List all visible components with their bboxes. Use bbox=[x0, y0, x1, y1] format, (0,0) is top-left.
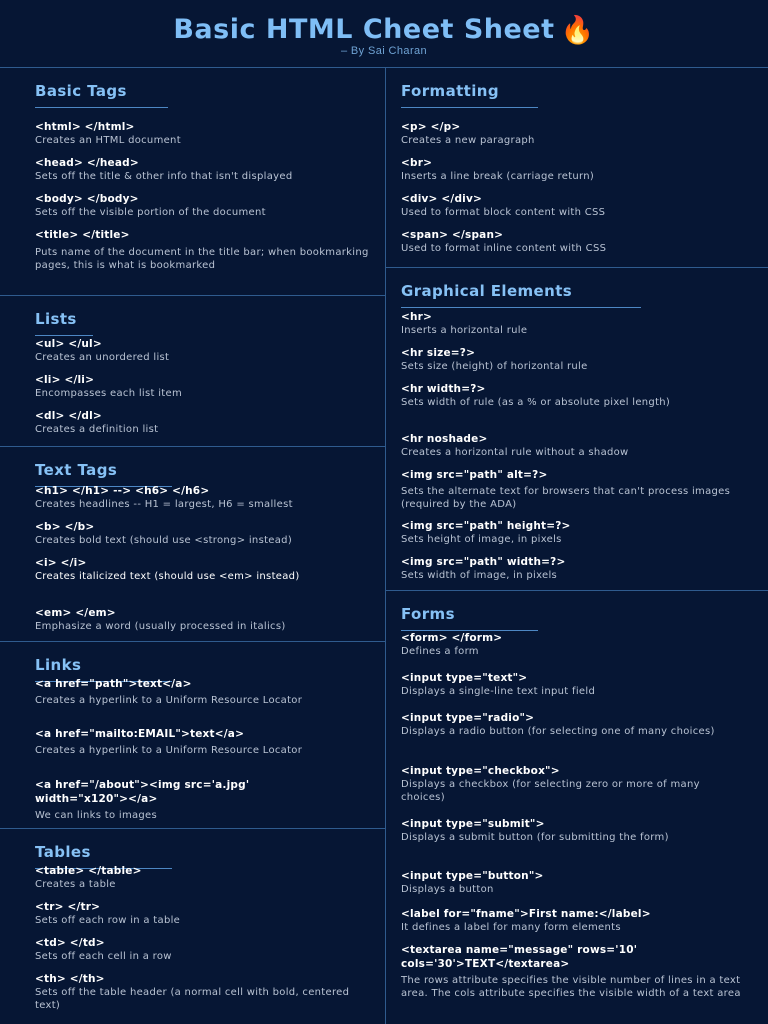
section-basic-tags bbox=[0, 68, 385, 296]
section-title: Tables bbox=[35, 843, 91, 865]
entry-desc: Sets height of image, in pixels bbox=[401, 534, 562, 545]
section-title: Links bbox=[35, 656, 81, 678]
section-title: Lists bbox=[35, 310, 77, 332]
page-subtitle: – By Sai Charan bbox=[340, 45, 428, 57]
entry-tag: <ul> </ul> bbox=[35, 338, 102, 350]
entry-desc: Sets off the title & other info that isn't displayed bbox=[35, 171, 293, 182]
entry-desc: Sets off the visible portion of the document bbox=[35, 207, 266, 218]
entry-desc: Creates a horizontal rule without a shadow bbox=[401, 447, 629, 458]
entry-desc: Sets width of image, in pixels bbox=[401, 570, 558, 581]
section-formatting bbox=[386, 68, 768, 268]
title-underline bbox=[401, 307, 641, 308]
section-title: Forms bbox=[401, 605, 455, 627]
entry-tag: <a href="mailto:EMAIL">text</a> bbox=[35, 728, 245, 740]
entry-desc: Inserts a line break (carriage return) bbox=[401, 171, 595, 182]
section-graphical-elements bbox=[386, 268, 768, 591]
entry-tag: <h1> </h1> --> <h6> </h6> bbox=[35, 485, 210, 497]
entry-tag: <textarea name="message" rows='10' cols='30'>TEXT</textarea> bbox=[401, 944, 638, 970]
entry-desc: Creates headlines -- H1 = largest, H6 = smallest bbox=[35, 499, 293, 510]
section-title: Graphical Elements bbox=[401, 282, 572, 304]
section-lists bbox=[0, 296, 385, 447]
entry-desc: Defines a form bbox=[401, 646, 479, 657]
fire-icon: 🔥 bbox=[560, 15, 595, 46]
entry bbox=[401, 555, 741, 583]
section-links bbox=[0, 642, 385, 829]
entry bbox=[35, 120, 375, 148]
entry-desc: Sets width of rule (as a % or absolute pixel length) bbox=[401, 397, 671, 408]
entry-tag: <hr size=?> bbox=[401, 347, 476, 359]
entry bbox=[401, 817, 741, 845]
entry bbox=[401, 764, 741, 804]
title-underline bbox=[35, 335, 93, 336]
entry-tag: <b> </b> bbox=[35, 521, 95, 533]
section-title: Text Tags bbox=[35, 461, 117, 483]
entry bbox=[401, 519, 741, 547]
entry bbox=[401, 711, 741, 739]
section-title: Basic Tags bbox=[35, 82, 127, 104]
section-forms bbox=[386, 591, 768, 1024]
entry-tag: <a href="/about"><img src='a.jpg' width="x120"></a> bbox=[35, 779, 250, 805]
page-header bbox=[0, 0, 768, 68]
entry bbox=[35, 484, 375, 512]
entry bbox=[401, 192, 741, 220]
page-title bbox=[0, 14, 768, 46]
entry-tag: <title> </title> bbox=[35, 229, 130, 241]
entry bbox=[401, 631, 741, 659]
entry-tag: <table> </table> bbox=[35, 865, 142, 877]
entry-tag: <img src="path" height=?> bbox=[401, 520, 571, 532]
entry-tag: <body> </body> bbox=[35, 193, 139, 205]
entry-tag: <img src="path" width=?> bbox=[401, 556, 566, 568]
entry-desc: Sets off the table header (a normal cell with bold, centered text) bbox=[35, 987, 350, 1011]
entry bbox=[35, 520, 375, 548]
entry bbox=[401, 468, 741, 511]
entry-desc: Displays a radio button (for selecting one of many choices) bbox=[401, 726, 715, 737]
entry-desc: Displays a checkbox (for selecting zero or more of many choices) bbox=[401, 779, 700, 803]
title-underline bbox=[35, 107, 168, 108]
entry-desc: Sets size (height) of horizontal rule bbox=[401, 361, 588, 372]
entry-tag: <a href="path">text</a> bbox=[35, 678, 192, 690]
entry bbox=[401, 382, 741, 410]
entry-tag: <html> </html> bbox=[35, 121, 135, 133]
entry bbox=[401, 869, 741, 897]
entry-tag: <input type="text"> bbox=[401, 672, 528, 684]
entry-desc: Creates a table bbox=[35, 879, 116, 890]
entry bbox=[35, 337, 375, 365]
entry-tag: <p> </p> bbox=[401, 121, 461, 133]
entry bbox=[401, 120, 741, 148]
entry bbox=[401, 432, 741, 460]
entry bbox=[35, 677, 375, 708]
entry-desc: Creates a hyperlink to a Uniform Resource Locator bbox=[35, 695, 303, 706]
entry-desc: Displays a submit button (for submitting the form) bbox=[401, 832, 669, 843]
entry-desc: Puts name of the document in the title bar; when bookmarking pages, this is what is bookmarked bbox=[35, 247, 369, 271]
entry-desc: Creates an HTML document bbox=[35, 135, 181, 146]
entry-desc: Displays a single-line text input field bbox=[401, 686, 596, 697]
entry-tag: <span> </span> bbox=[401, 229, 504, 241]
entry-tag: <form> </form> bbox=[401, 632, 503, 644]
entry bbox=[35, 900, 375, 928]
entry-desc: Creates an unordered list bbox=[35, 352, 170, 363]
entry-tag: <input type="checkbox"> bbox=[401, 765, 560, 777]
entry bbox=[401, 671, 741, 699]
page-title-text: Basic HTML Cheet Sheet bbox=[173, 14, 555, 45]
entry-tag: <hr noshade> bbox=[401, 433, 488, 445]
entry bbox=[401, 943, 741, 1000]
entry-tag: <img src="path" alt=?> bbox=[401, 469, 548, 481]
entry bbox=[35, 156, 375, 184]
entry bbox=[35, 727, 375, 758]
entry-desc: Sets off each row in a table bbox=[35, 915, 181, 926]
entry-desc: Encompasses each list item bbox=[35, 388, 183, 399]
entry bbox=[35, 373, 375, 401]
entry-desc: Used to format block content with CSS bbox=[401, 207, 606, 218]
section-text-tags bbox=[0, 447, 385, 642]
entry-desc: Inserts a horizontal rule bbox=[401, 325, 528, 336]
entry bbox=[401, 228, 741, 256]
entry-tag: <head> </head> bbox=[35, 157, 139, 169]
entry bbox=[35, 192, 375, 220]
entry bbox=[401, 310, 741, 338]
entry-tag: <th> </th> bbox=[35, 973, 105, 985]
entry-tag: <dl> </dl> bbox=[35, 410, 102, 422]
entry-tag: <li> </li> bbox=[35, 374, 95, 386]
entry-tag: <div> </div> bbox=[401, 193, 483, 205]
entry-desc: Creates bold text (should use <strong> instead) bbox=[35, 535, 293, 546]
entry-desc: Displays a button bbox=[401, 884, 494, 895]
entry-tag: <input type="button"> bbox=[401, 870, 544, 882]
entry-desc: The rows attribute specifies the visible number of lines in a text area. The cols attribute specifies the visible width of a text area bbox=[401, 975, 741, 999]
entry-tag: <i> </i> bbox=[35, 557, 87, 569]
entry-desc: We can links to images bbox=[35, 810, 158, 821]
entry-desc: Emphasize a word (usually processed in italics) bbox=[35, 621, 286, 632]
entry bbox=[35, 606, 375, 634]
entry bbox=[401, 907, 741, 935]
entry-desc: Creates a definition list bbox=[35, 424, 159, 435]
entry bbox=[35, 972, 375, 1012]
entry-tag: <tr> </tr> bbox=[35, 901, 101, 913]
entry-tag: <input type="submit"> bbox=[401, 818, 545, 830]
entry-desc: Used to format inline content with CSS bbox=[401, 243, 607, 254]
entry-tag: <br> bbox=[401, 157, 433, 169]
entry bbox=[35, 409, 375, 437]
entry-tag: <label for="fname">First name:</label> bbox=[401, 908, 651, 920]
entry bbox=[401, 156, 741, 184]
entry bbox=[35, 864, 375, 892]
entry-tag: <hr width=?> bbox=[401, 383, 486, 395]
title-underline bbox=[401, 107, 538, 108]
entry-desc: Sets off each cell in a row bbox=[35, 951, 172, 962]
entry-desc: It defines a label for many form elements bbox=[401, 922, 621, 933]
entry-tag: <hr> bbox=[401, 311, 433, 323]
entry bbox=[35, 936, 375, 964]
section-title: Formatting bbox=[401, 82, 499, 104]
entry-desc: Sets the alternate text for browsers that can't process images (required by the ADA) bbox=[401, 486, 731, 510]
entry bbox=[401, 346, 741, 374]
entry-desc: Creates italicized text (should use <em> instead) bbox=[35, 571, 300, 582]
entry-desc: Creates a hyperlink to a Uniform Resource Locator bbox=[35, 745, 303, 756]
entry bbox=[35, 556, 375, 584]
entry bbox=[35, 778, 325, 823]
entry-desc: Creates a new paragraph bbox=[401, 135, 535, 146]
entry-tag: <em> </em> bbox=[35, 607, 116, 619]
entry-tag: <input type="radio"> bbox=[401, 712, 535, 724]
section-tables bbox=[0, 829, 385, 1024]
entry-tag: <td> </td> bbox=[35, 937, 105, 949]
entry bbox=[35, 228, 375, 272]
